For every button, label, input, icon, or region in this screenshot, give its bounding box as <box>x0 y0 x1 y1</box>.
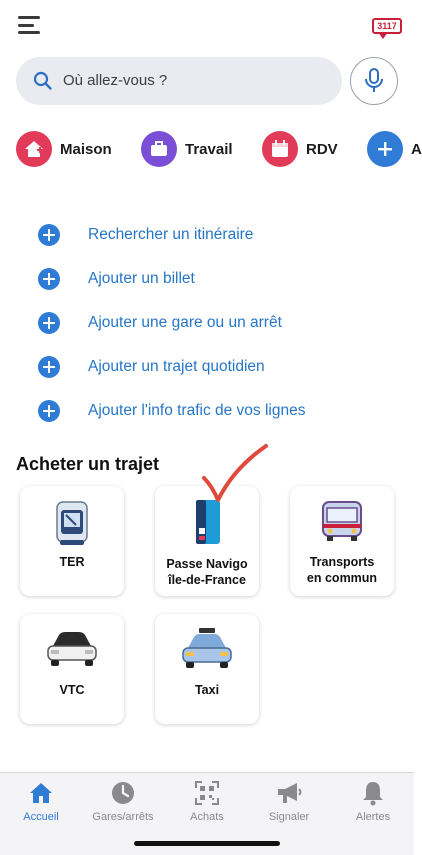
red-checkmark-annotation <box>200 440 270 506</box>
plus-circle-icon <box>38 312 60 334</box>
tile-transports-en-commun[interactable] <box>290 486 394 596</box>
shortcuts-row <box>0 130 422 170</box>
action-add-traffic-info[interactable]: Ajouter l'info trafic de vos lignes <box>38 398 305 424</box>
search-icon <box>33 71 53 91</box>
top-bar <box>0 0 414 52</box>
plus-circle-icon <box>38 400 60 422</box>
car-icon <box>20 626 124 676</box>
shortcut-label: Travail <box>185 140 233 158</box>
nav-accueil[interactable]: Accueil <box>0 779 82 825</box>
tile-label-line1: Passe Navigo <box>166 557 248 571</box>
tile-label-line1: Transports <box>309 555 375 569</box>
tile-label: Taxi <box>194 683 220 697</box>
nav-gares-arrets[interactable]: Gares/arrêts <box>82 779 164 825</box>
plus-circle-icon <box>38 356 60 378</box>
tile-label-line2: île-de-France <box>168 573 246 587</box>
tile-label-line2: en commun <box>306 571 378 585</box>
shortcut-add[interactable] <box>367 130 422 168</box>
bell-icon <box>332 779 414 807</box>
house-icon <box>16 131 52 167</box>
shortcut-label: A <box>411 140 422 158</box>
badge-3117-label: 3117 <box>377 21 397 31</box>
voice-search-button[interactable] <box>350 57 398 105</box>
plus-circle-icon <box>38 268 60 290</box>
tile-label: TER <box>59 555 85 569</box>
briefcase-icon <box>141 131 177 167</box>
plus-icon <box>367 131 403 167</box>
megaphone-icon <box>248 779 330 807</box>
search-placeholder: Où allez-vous ? <box>63 72 168 89</box>
help-3117-button[interactable] <box>372 18 402 40</box>
home-indicator <box>134 841 280 846</box>
action-add-daily-trip[interactable]: Ajouter un trajet quotidien <box>38 354 265 380</box>
home-icon <box>0 779 82 807</box>
microphone-icon <box>363 68 385 94</box>
nav-achats[interactable]: Achats <box>166 779 248 825</box>
action-add-ticket[interactable]: Ajouter un billet <box>38 266 195 292</box>
nav-alertes[interactable]: Alertes <box>332 779 414 825</box>
action-add-station[interactable]: Ajouter une gare ou un arrêt <box>38 310 282 336</box>
tile-ter[interactable] <box>20 486 124 596</box>
shortcut-label: Maison <box>60 140 112 158</box>
tile-label: VTC <box>59 683 85 697</box>
section-title-purchase: Acheter un trajet <box>16 454 160 474</box>
shortcut-rdv[interactable] <box>262 130 338 168</box>
calendar-icon <box>262 131 298 167</box>
qr-code-icon <box>166 779 248 807</box>
search-input[interactable] <box>16 57 342 105</box>
clock-icon <box>82 779 164 807</box>
tile-taxi[interactable] <box>155 614 259 724</box>
taxi-icon <box>155 626 259 676</box>
hamburger-menu-icon[interactable] <box>18 16 40 34</box>
shortcut-travail[interactable] <box>141 130 233 168</box>
shortcut-label: RDV <box>306 140 338 158</box>
ticket-validator-icon <box>20 498 124 548</box>
nav-signaler[interactable]: Signaler <box>248 779 330 825</box>
action-search-itinerary[interactable]: Rechercher un itinéraire <box>38 222 253 248</box>
plus-circle-icon <box>38 224 60 246</box>
tile-vtc[interactable] <box>20 614 124 724</box>
shortcut-maison[interactable] <box>16 130 112 168</box>
bus-icon <box>290 498 394 548</box>
